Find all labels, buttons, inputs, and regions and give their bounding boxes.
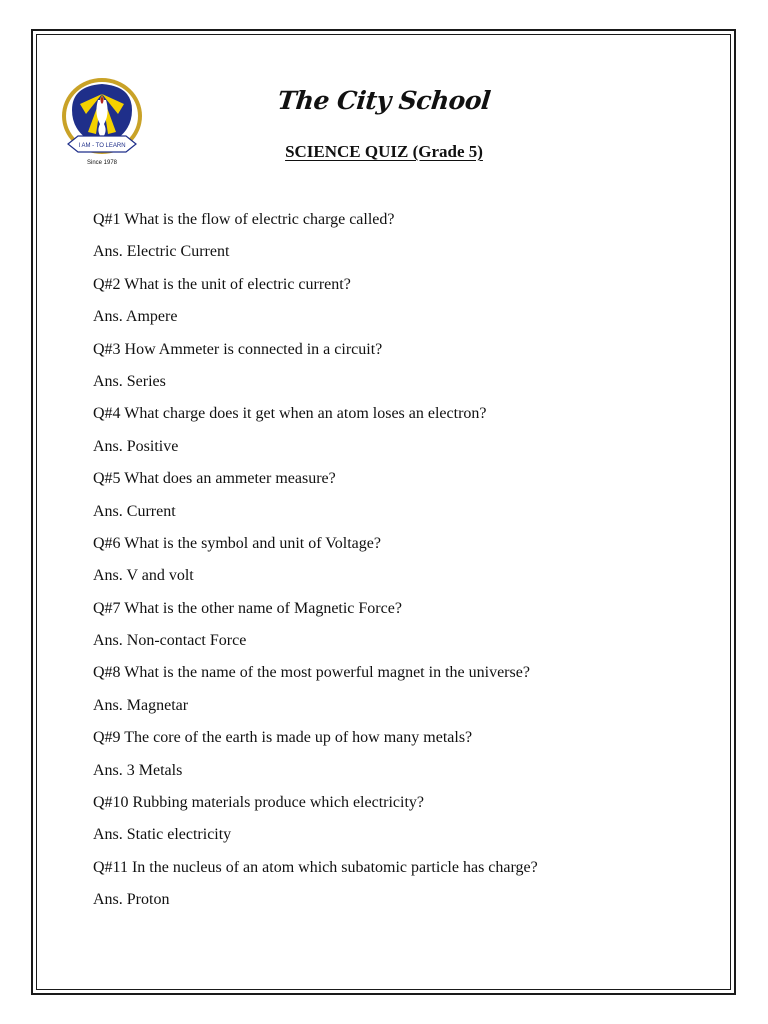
question-3: Q#3 How Ammeter is connected in a circuit? — [93, 340, 383, 358]
quiz-title: SCIENCE QUIZ (Grade 5) — [285, 142, 483, 161]
answer-5: Ans. Current — [93, 502, 176, 520]
question-7: Q#7 What is the other name of Magnetic Force? — [93, 599, 402, 617]
question-8: Q#8 What is the name of the most powerful magnet in the universe? — [93, 664, 530, 682]
qa-list — [93, 208, 713, 921]
question-1: Q#1 What is the flow of electric charge called? — [93, 211, 395, 228]
question-5: Q#5 What does an ammeter measure? — [93, 470, 336, 488]
question-2: Q#2 What is the unit of electric current? — [93, 275, 351, 293]
answer-7: Ans. Non-contact Force — [93, 632, 247, 650]
answer-8: Ans. Magnetar — [93, 696, 189, 714]
school-name-heading: The City School — [276, 86, 492, 115]
answer-10: Ans. Static electricity — [93, 826, 232, 844]
answer-6: Ans. V and volt — [93, 567, 194, 585]
answer-1: Ans. Electric Current — [93, 243, 230, 261]
question-10: Q#10 Rubbing materials produce which electricity? — [93, 794, 425, 812]
svg-text:I AM - TO LEARN: I AM - TO LEARN — [78, 143, 126, 149]
answer-9: Ans. 3 Metals — [93, 761, 183, 779]
question-9: Q#9 The core of the earth is made up of how many metals? — [93, 729, 473, 747]
answer-11: Ans. Proton — [93, 891, 170, 909]
answer-4: Ans. Positive — [93, 437, 179, 455]
answer-2: Ans. Ampere — [93, 308, 178, 326]
question-4: Q#4 What charge does it get when an atom loses an electron? — [93, 405, 487, 423]
svg-text:Since 1978: Since 1978 — [86, 160, 118, 166]
question-6: Q#6 What is the symbol and unit of Voltage? — [93, 534, 381, 552]
answer-3: Ans. Series — [93, 372, 166, 390]
question-11: Q#11 In the nucleus of an atom which subatomic particle has charge? — [93, 858, 538, 876]
